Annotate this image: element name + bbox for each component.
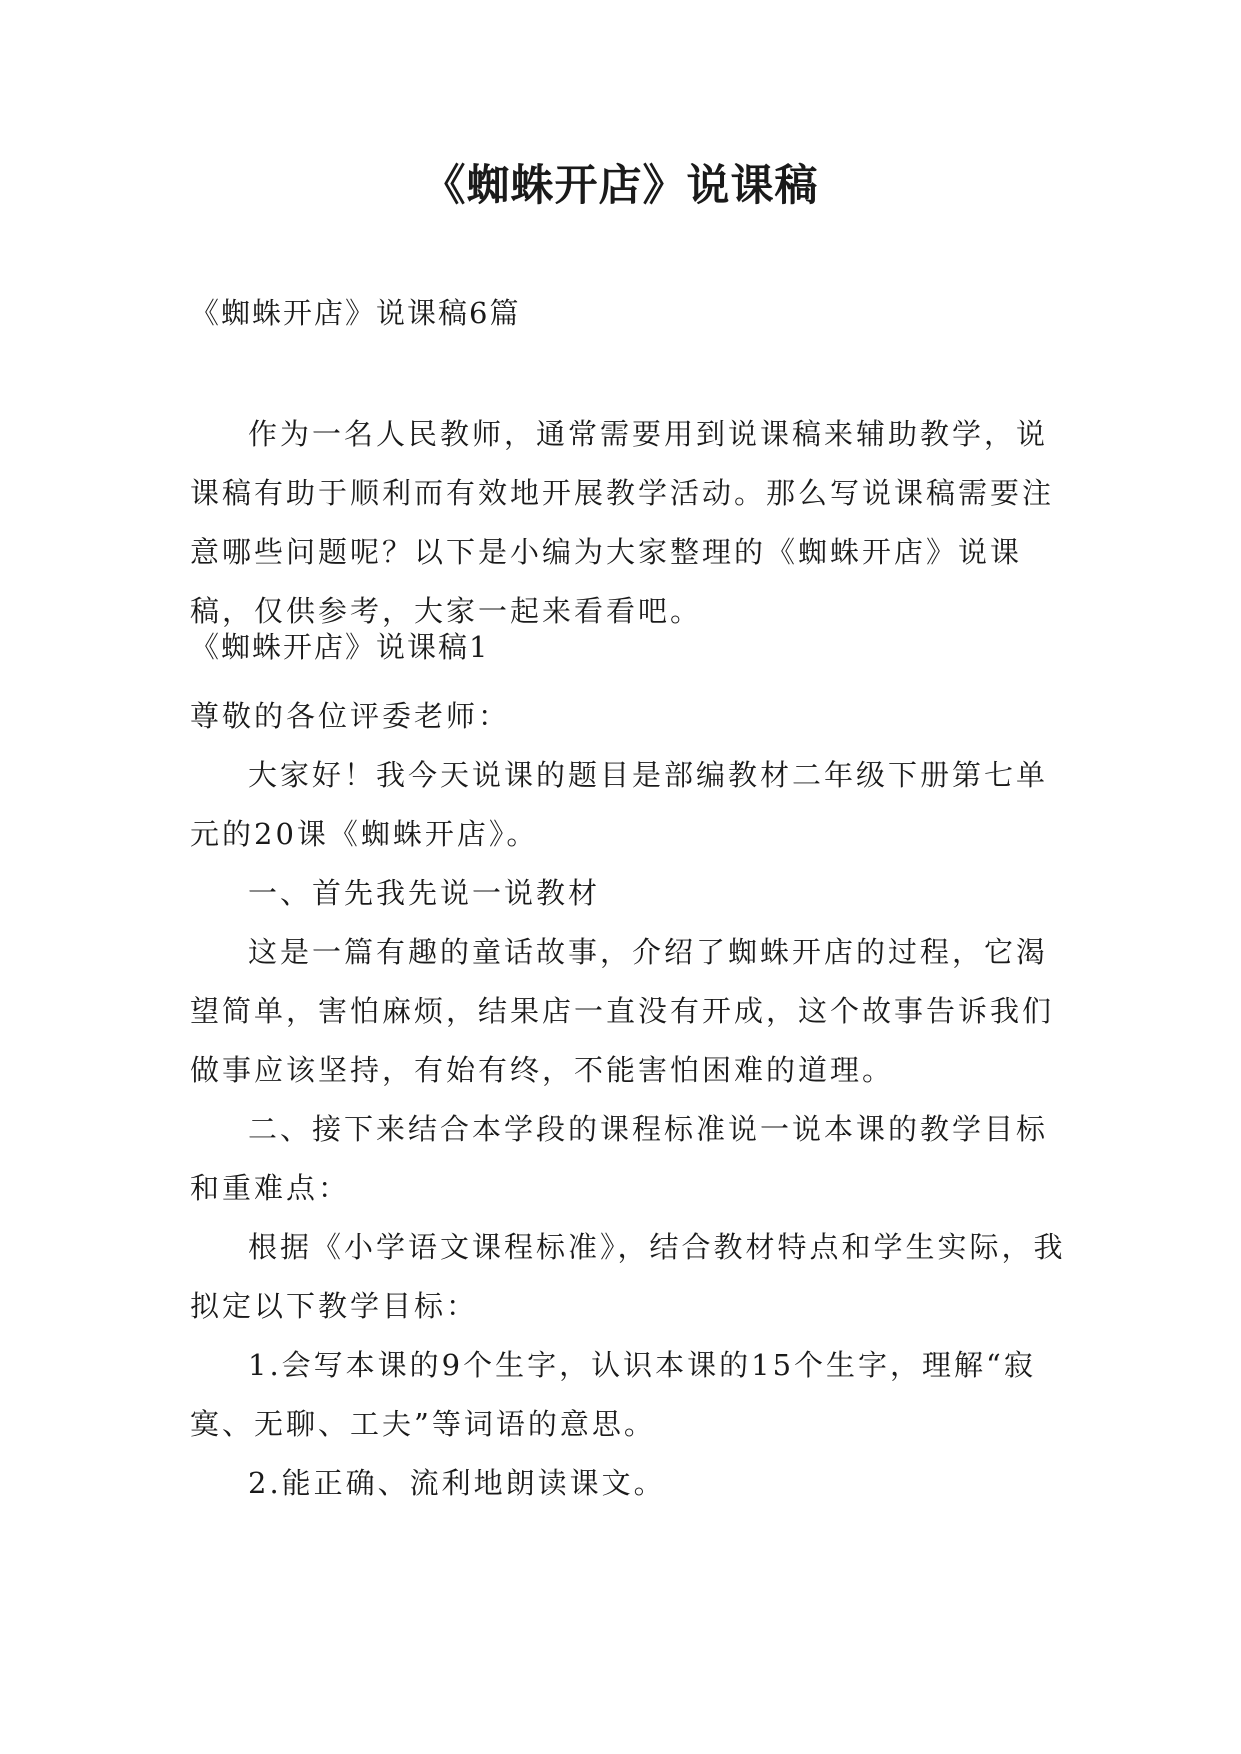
intro-block [190,405,1070,641]
greeting: 尊敬的各位评委老师： [190,699,511,733]
body-content [190,687,1070,1513]
paragraph: 这是一篇有趣的童话故事，介绍了蜘蛛开店的过程，它渴望简单，害怕麻烦，结果店一直没有开成，这个故事告诉我们做事应该坚持，有始有终，不能害怕困难的道理。 [190,935,1055,1087]
section-heading: 《蜘蛛开店》说课稿1 [190,630,490,664]
document-subtitle: 《蜘蛛开店》说课稿6篇 [190,296,521,330]
paragraph: 一、首先我先说一说教材 [248,876,601,910]
paragraph: 2.能正确、流利地朗读课文。 [248,1466,666,1500]
document-title: 《蜘蛛开店》说课稿 [422,161,819,211]
paragraph: 根据《小学语文课程标准》，结合教材特点和学生实际，我拟定以下教学目标： [190,1230,1066,1323]
paragraph: 大家好！我今天说课的题目是部编教材二年级下册第七单元的20课《蜘蛛开店》。 [190,758,1049,851]
paragraph: 1.会写本课的9个生字，认识本课的15个生字，理解“寂寞、无聊、工夫”等词语的意思。 [190,1348,1036,1441]
paragraph: 二、接下来结合本学段的课程标准说一说本课的教学目标和重难点： [190,1112,1049,1205]
intro-paragraph: 作为一名人民教师，通常需要用到说课稿来辅助教学，说课稿有助于顺利而有效地开展教学活动。那么写说课稿需要注意哪些问题呢？以下是小编为大家整理的《蜘蛛开店》说课稿，仅供参考，大家一起来看看吧。 [190,417,1055,628]
